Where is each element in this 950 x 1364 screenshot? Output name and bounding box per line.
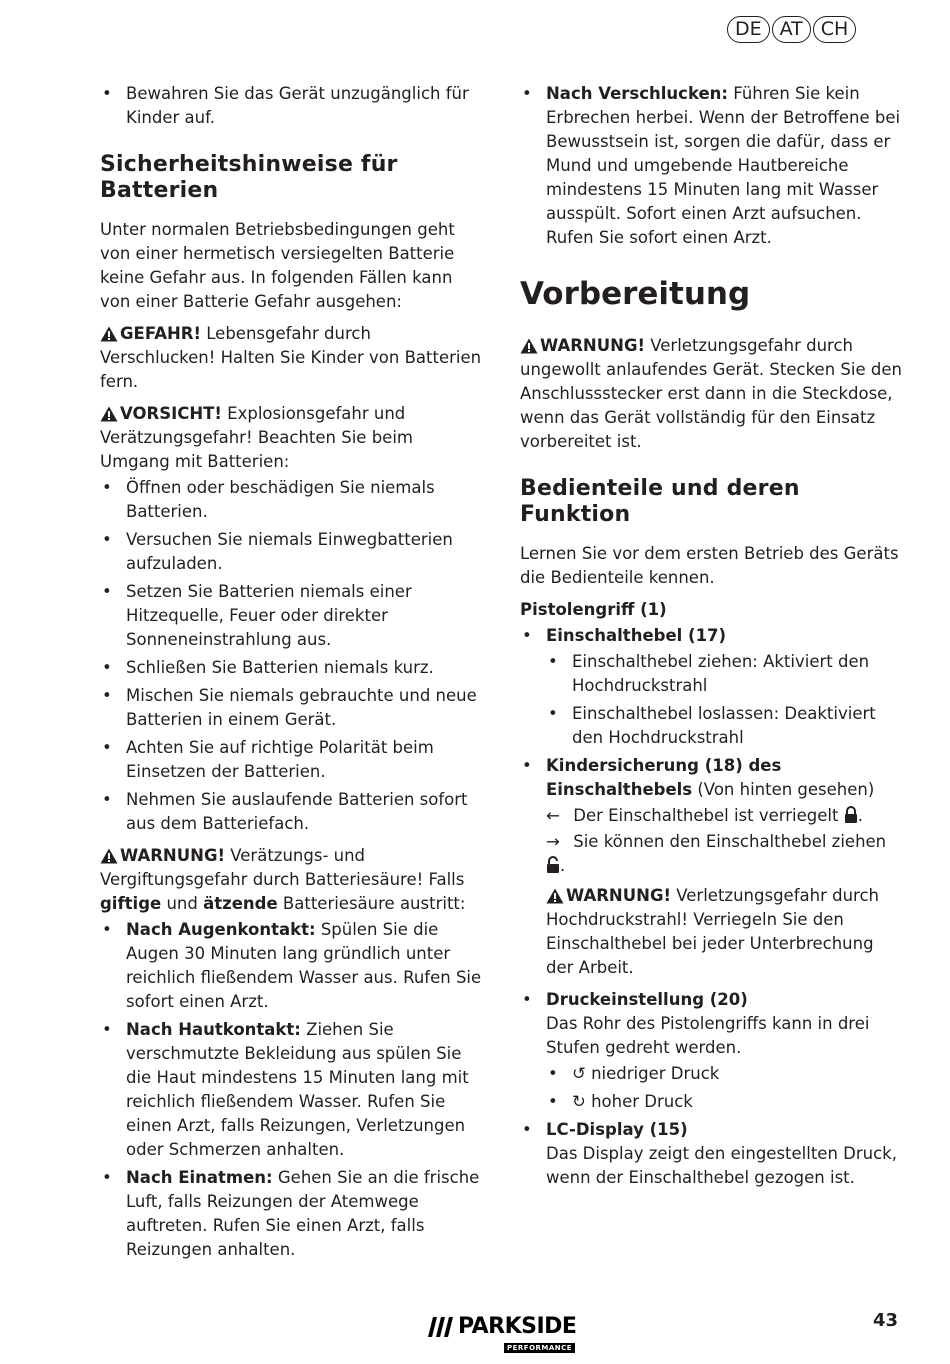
heading-battery-safety: Sicherheitshinweise für Batterien (100, 152, 398, 203)
warning-text: und (161, 894, 204, 913)
lock-state-text: Der Einschalthebel ist verriegelt (568, 806, 844, 825)
locked-line: ← Der Einschalthebel ist verriegelt . (546, 804, 905, 828)
heading-controls: Bedienteile und deren Funktion (520, 476, 800, 527)
list-item: • Bewahren Sie das Gerät unzugänglich für Kinder auf. (100, 82, 485, 130)
arrow-left-icon: ← (546, 806, 560, 825)
pressure-sublist (546, 1062, 905, 1114)
controls-list (520, 624, 905, 1190)
warning-text: Verletzungsgefahr durch Hochdruckstrahl! Verriegeln Sie den Einschalthebel bei jeder Unterbrechung der Arbeit. (546, 886, 879, 977)
list-item (520, 624, 905, 750)
warning-triangle-icon (100, 848, 120, 864)
control-label: Druckeinstellung (20) (546, 990, 748, 1009)
caution-label: VORSICHT! (120, 404, 222, 423)
list-item: • Mischen Sie niemals gebrauchte und neue Batterien in einem Gerät. (100, 684, 485, 732)
control-description: Das Display zeigt den eingestellten Druck, wenn der Einschalthebel gezogen ist. (546, 1144, 897, 1187)
caution-list (100, 476, 485, 836)
warning-emphasis: giftige (100, 894, 162, 913)
language-badges (727, 16, 856, 43)
warning-triangle-icon (546, 888, 566, 904)
first-aid-label: Nach Hautkontakt: (126, 1020, 301, 1039)
rotate-ccw-icon: ↺ (572, 1064, 586, 1083)
prep-warning-notice (520, 334, 905, 454)
right-column (520, 82, 905, 1198)
pressure-low-text: niedriger Druck (585, 1064, 720, 1083)
rotate-cw-icon: ↻ (572, 1092, 586, 1111)
caution-text: Explosionsgefahr und Verätzungsgefahr! Beachten Sie beim Umgang mit Batterien: (100, 404, 413, 471)
acid-warning-notice (100, 844, 485, 916)
first-aid-label: Nach Einatmen: (126, 1168, 273, 1187)
list-item: • Setzen Sie Batterien niemals einer Hitzequelle, Feuer oder direkter Sonneneinstrahlung aus. (100, 580, 485, 652)
first-aid-label: Nach Augenkontakt: (126, 920, 316, 939)
list-item (520, 988, 905, 1114)
warning-triangle-icon (100, 406, 120, 422)
warning-text: Batteriesäure austritt: (277, 894, 466, 913)
list-item (100, 918, 485, 1014)
language-badge-at: AT (772, 16, 811, 43)
warning-label: WARNUNG! (540, 336, 646, 355)
controls-intro-text: Lernen Sie vor dem ersten Betrieb des Geräts die Bedienteile kennen. (520, 544, 899, 587)
language-badge-ch: CH (813, 16, 857, 43)
lock-closed-icon (844, 806, 858, 823)
control-label: Kindersicherung (18) des Einschalthebels (546, 756, 782, 799)
lock-open-icon (546, 856, 560, 873)
list-item (520, 1118, 905, 1190)
first-aid-text: Ziehen Sie verschmutzte Bekleidung aus spülen Sie die Haut mindestens 15 Minuten lang mit reichlich fließendem Wasser. Rufen Sie einen Arzt, falls Reizungen, Verletzungen oder Schmerzen anhalten. (126, 1020, 469, 1159)
unlocked-line: → Sie können den Einschalthebel ziehen . (546, 832, 887, 875)
lock-state-text: Sie können den Einschalthebel ziehen (568, 832, 887, 851)
battery-intro-text: Unter normalen Betriebsbedingungen geht von einer hermetisch versiegelten Batterie keine Gefahr aus. In folgenden Fällen kann von einer Batterie Gefahr ausgehen: (100, 220, 455, 311)
warning-emphasis: ätzende (203, 894, 278, 913)
warning-triangle-icon (520, 338, 540, 354)
caution-notice (100, 402, 485, 474)
brand-subline: PERFORMANCE (504, 1343, 575, 1353)
trigger-sublist (546, 650, 905, 750)
control-label: LC-Display (15) (546, 1120, 688, 1139)
list-item (546, 1090, 905, 1114)
warning-triangle-icon (100, 326, 120, 342)
first-aid-list (100, 918, 485, 1262)
list-item: • Öffnen oder beschädigen Sie niemals Batterien. (100, 476, 485, 524)
control-note: (Von hinten gesehen) (692, 780, 875, 799)
control-label: Einschalthebel (17) (546, 626, 727, 645)
danger-notice (100, 322, 485, 394)
list-item: • Versuchen Sie niemals Einwegbatterien aufzuladen. (100, 528, 485, 576)
list-item: • Schließen Sie Batterien niemals kurz. (100, 656, 485, 680)
warning-label: WARNUNG! (120, 846, 226, 865)
brand-name: PARKSIDE (458, 1314, 577, 1339)
left-column (100, 82, 485, 1270)
list-item: • Einschalthebel loslassen: Deaktiviert den Hochdruckstrahl (546, 702, 905, 750)
page-number: 43 (873, 1310, 899, 1331)
list-item (520, 754, 905, 980)
pressure-high-text: hoher Druck (585, 1092, 693, 1111)
swallow-list (520, 82, 905, 250)
arrow-right-icon: → (546, 832, 560, 851)
list-item (546, 1062, 905, 1086)
pistol-grip-label: Pistolengriff (1) (520, 600, 667, 619)
warning-text: Verätzungs- und Vergiftungsgefahr durch Batteriesäure! Falls (100, 846, 465, 889)
list-item: • Nehmen Sie auslaufende Batterien sofort aus dem Batteriefach. (100, 788, 485, 836)
trigger-warning-notice (546, 884, 905, 980)
first-aid-text: Gehen Sie an die frische Luft, falls Reizungen der Atemwege auftreten. Rufen Sie einen Arzt, falls Reizungen anhalten. (126, 1168, 480, 1259)
warning-text: Verletzungsgefahr durch ungewollt anlaufendes Gerät. Stecken Sie den Anschlussstecker erst dann in die Steckdose, wenn das Gerät vollständig für den Einsatz vorbereitet ist. (520, 336, 902, 451)
brand-slashes-icon (428, 1317, 456, 1337)
control-description: Das Rohr des Pistolengriffs kann in drei Stufen gedreht werden. (546, 1014, 870, 1057)
list-item (100, 1018, 485, 1162)
list-item: • Einschalthebel ziehen: Aktiviert den Hochdruckstrahl (546, 650, 905, 698)
danger-text: Lebensgefahr durch Verschlucken! Halten Sie Kinder von Batterien fern. (100, 324, 482, 391)
parkside-logo (428, 1314, 588, 1356)
first-aid-text: Spülen Sie die Augen 30 Minuten lang gründlich unter reichlich fließendem Wasser aus. Rufen Sie sofort einen Arzt. (126, 920, 482, 1011)
list-item (520, 82, 905, 250)
first-aid-text: Führen Sie kein Erbrechen herbei. Wenn der Betroffene bei Bewusstsein ist, sorgen die dafür, dass er Mund und umgebende Hautbereiche mindestens 15 Minuten lang mit Wasser ausspült. Sofort einen Arzt aufsuchen. Rufen Sie sofort einen Arzt. (546, 84, 901, 247)
warning-label: WARNUNG! (566, 886, 672, 905)
first-aid-label: Nach Verschlucken: (546, 84, 729, 103)
list-item: • Achten Sie auf richtige Polarität beim Einsetzen der Batterien. (100, 736, 485, 784)
intro-list (100, 82, 485, 130)
heading-preparation: Vorbereitung (520, 276, 751, 312)
list-item (100, 1166, 485, 1262)
language-badge-de: DE (727, 16, 770, 43)
danger-label: GEFAHR! (120, 324, 202, 343)
